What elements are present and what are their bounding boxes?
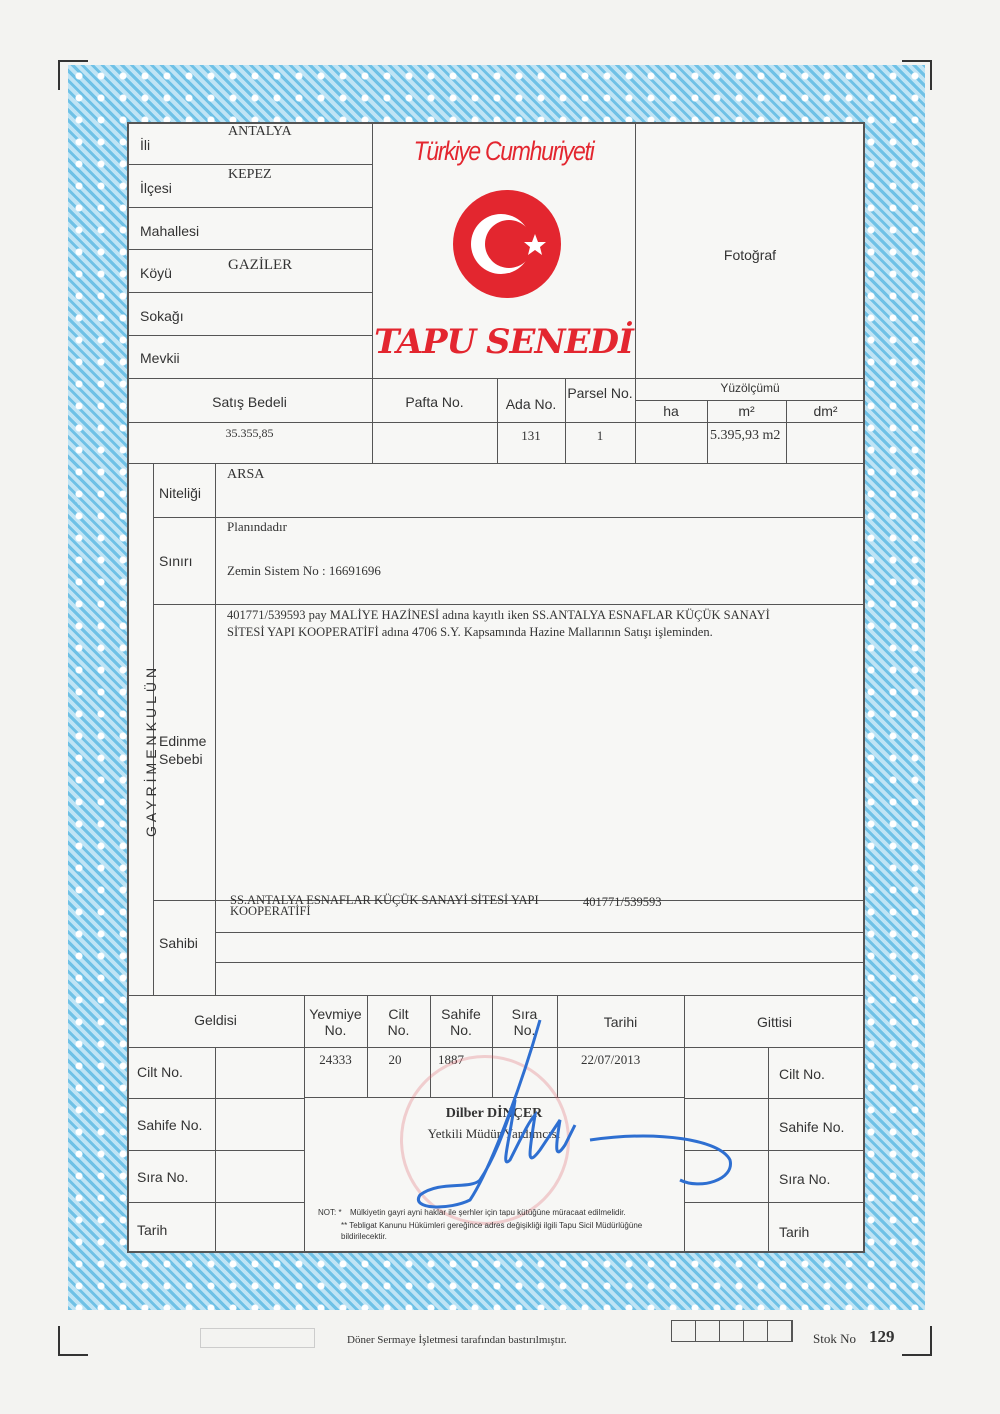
rule-line: [127, 335, 372, 336]
note-1: Mülkiyetin gayri ayni haklar ile şerhler için tapu kütüğüne müracaat edilmelidir.: [350, 1208, 626, 1217]
yevmiye-label: Yevmiye No.: [309, 1006, 362, 1038]
satis-label: Satış Bedeli: [212, 394, 287, 410]
crescent-star-icon: [453, 190, 561, 298]
rule-line: [127, 463, 865, 464]
nitelik-value: ARSA: [227, 467, 265, 482]
official-title: Yetkili Müdür Yardımcısı: [427, 1126, 561, 1141]
cilt-value: 20: [388, 1052, 402, 1067]
sahife-value: 1887: [438, 1052, 464, 1067]
nitelik-label: Niteliği: [159, 485, 202, 501]
edinme-line-1: 401771/539593 pay MALİYE HAZİNESİ adına kayıtlı iken SS.ANTALYA ESNAFLAR KÜÇÜK SANAYİ: [227, 608, 770, 622]
rule-line: [127, 422, 865, 423]
serial-boxes: [671, 1320, 793, 1342]
m2-value: 5.395,93 m2: [710, 428, 781, 443]
flag-emblem: [453, 190, 561, 298]
rule-line: [372, 122, 373, 463]
note-prefix: NOT: *: [318, 1208, 342, 1217]
sinir-value-2: Zemin Sistem No : 16691696: [227, 563, 381, 578]
yuzolcumu-label: Yüzölçümü: [720, 381, 780, 395]
printed-by: Döner Sermaye İşletmesi tarafından bastırılmıştır.: [347, 1334, 567, 1346]
ada-value: 131: [521, 428, 541, 443]
ada-label: Ada No.: [505, 396, 557, 412]
sahibi-value: SS.ANTALYA ESNAFLAR KÜÇÜK SANAYİ SİTESİ YAPI KOOPERATİFİ: [230, 893, 539, 918]
corner-mark: [58, 1326, 88, 1356]
sira-label: Sıra No.: [511, 1006, 538, 1038]
sokak-label: Sokağı: [140, 308, 184, 324]
geldisi-row-label: Sahife No.: [137, 1117, 203, 1133]
satis-value: 35.355,85: [225, 426, 274, 440]
rule-line: [127, 249, 372, 250]
mahalle-label: Mahallesi: [140, 223, 200, 239]
parsel-value: 1: [596, 428, 604, 443]
gittisi-label: Gittisi: [757, 1014, 792, 1030]
cilt-label: Cilt No.: [387, 1006, 410, 1038]
rule-line: [127, 995, 865, 996]
sinir-label: Sınırı: [159, 553, 193, 569]
tarihi-value: 22/07/2013: [581, 1052, 641, 1067]
gittisi-row-label: Sıra No.: [779, 1171, 831, 1187]
section-label-text: GAYRİMENKULÜN: [143, 663, 159, 837]
rule-line: [127, 1202, 304, 1203]
stok-label: Stok No: [813, 1331, 856, 1346]
geldisi-label: Geldisi: [194, 1012, 237, 1028]
rule-line: [153, 604, 865, 605]
gittisi-row-label: Cilt No.: [779, 1066, 825, 1082]
geldisi-row-label: Cilt No.: [137, 1064, 183, 1080]
mevkii-label: Mevkii: [140, 350, 180, 366]
geldisi-row-label: Sıra No.: [137, 1169, 189, 1185]
tarihi-label: Tarihi: [603, 1014, 638, 1030]
rule-line: [635, 400, 865, 401]
rule-line: [127, 378, 865, 379]
sahibi-label: Sahibi: [159, 935, 198, 951]
rule-line: [215, 932, 865, 933]
rule-line: [127, 292, 372, 293]
print-box-faint: [200, 1328, 315, 1348]
corner-mark: [902, 1326, 932, 1356]
sahife-label: Sahife No.: [441, 1006, 481, 1038]
edinme-label: Edinme Sebebi: [159, 733, 207, 767]
rule-line: [127, 207, 372, 208]
rule-line: [215, 463, 216, 995]
rule-line: [497, 378, 498, 463]
official-name: Dilber DİNÇER: [445, 1106, 543, 1121]
koy-label: Köyü: [140, 265, 172, 281]
rule-line: [153, 517, 865, 518]
koy-value: GAZİLER: [228, 257, 293, 273]
rule-line: [127, 164, 372, 165]
parsel-label: Parsel No.: [567, 385, 633, 401]
document-title: TAPU SENEDİ: [374, 322, 633, 362]
section-vertical-label: [143, 663, 159, 837]
ilce-value: KEPEZ: [228, 167, 272, 182]
gittisi-row-label: Sahife No.: [779, 1119, 845, 1135]
dm2-label: dm²: [813, 403, 838, 419]
pafta-label: Pafta No.: [405, 394, 464, 410]
rule-line: [127, 1047, 304, 1048]
rule-line: [127, 1150, 304, 1151]
ilce-label: İlçesi: [140, 180, 172, 196]
il-value: ANTALYA: [228, 124, 292, 139]
stok-number: 129: [869, 1327, 895, 1346]
edinme-line-2: SİTESİ YAPI KOOPERATİFİ adına 4706 S.Y. Kapsamında Hazine Mallarının Satışı işleminden.: [227, 625, 713, 639]
signature: [400, 1010, 740, 1220]
il-label: İli: [140, 137, 151, 153]
rule-line: [127, 1098, 304, 1099]
ha-label: ha: [663, 403, 679, 419]
gittisi-row-label: Tarih: [779, 1224, 810, 1240]
sahibi-share: 401771/539593: [583, 895, 662, 909]
geldisi-row-label: Tarih: [137, 1222, 168, 1238]
photo-label: Fotoğraf: [723, 247, 777, 263]
note-2: ** Tebligat Kanunu Hükümleri gereğince adres değişikliği ilgili Tapu Sicil Müdürlüğüne bildirilecektir.: [341, 1221, 643, 1241]
country-title: Türkiye Cumhuriyeti: [413, 136, 594, 166]
sinir-value-1: Planındadır: [227, 519, 287, 534]
yevmiye-value: 24333: [319, 1052, 352, 1067]
m2-label: m²: [738, 403, 755, 419]
rule-line: [215, 962, 865, 963]
